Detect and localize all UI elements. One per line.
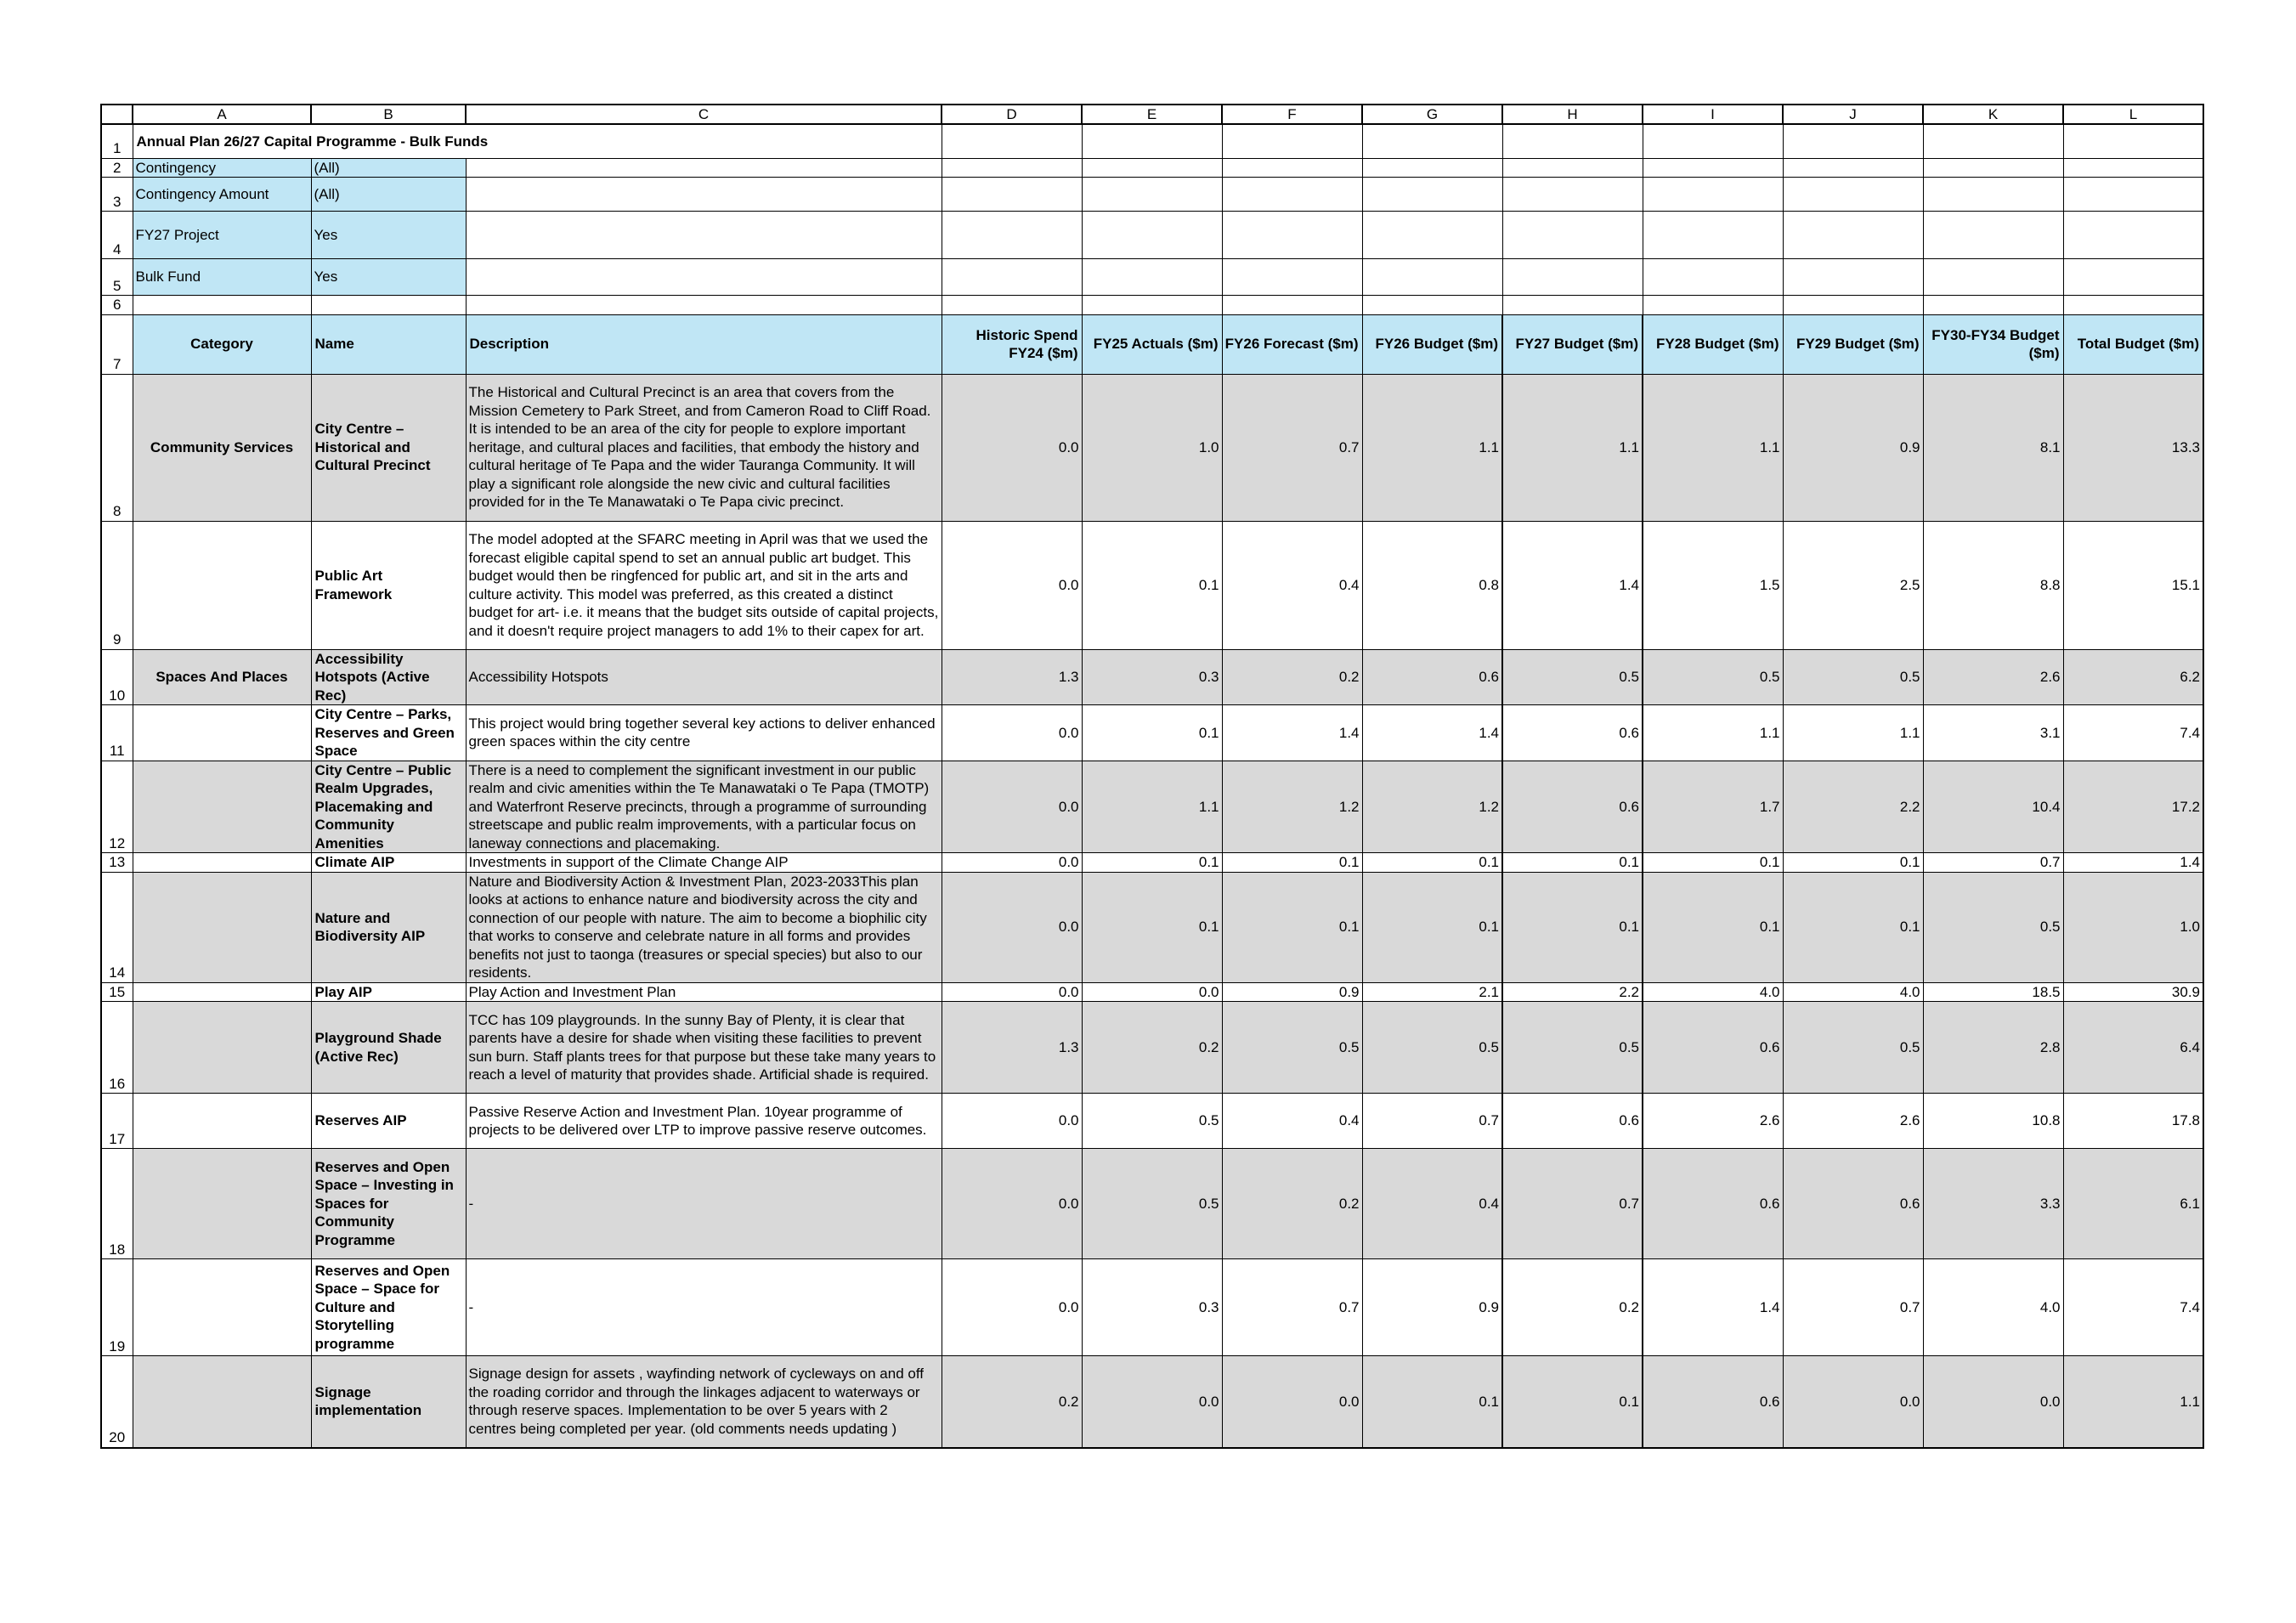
category-cell[interactable] (133, 521, 311, 649)
fy30-fy34-budget-cell[interactable]: 2.8 (1923, 1002, 2063, 1094)
name-cell[interactable]: Play AIP (311, 982, 466, 1002)
header-fy27-budget: FY27 Budget ($m) (1502, 314, 1643, 374)
fy27-budget-cell[interactable]: 2.2 (1502, 982, 1643, 1002)
fy28-budget-cell[interactable]: 0.1 (1643, 853, 1783, 873)
row-number[interactable]: 6 (101, 296, 133, 315)
historic-spend-cell[interactable]: 0.0 (942, 521, 1082, 649)
fy26-budget-cell[interactable]: 1.1 (1362, 374, 1502, 521)
total-budget-cell[interactable]: 6.2 (2063, 649, 2203, 705)
empty-cell[interactable] (1362, 212, 1502, 259)
historic-spend-cell[interactable]: 0.0 (942, 1259, 1082, 1356)
empty-cell[interactable] (1643, 178, 1783, 212)
filter-row (101, 178, 2203, 212)
historic-spend-cell[interactable]: 0.0 (942, 705, 1082, 761)
header-fy26-budget: FY26 Budget ($m) (1362, 314, 1502, 374)
historic-spend-cell[interactable]: 0.0 (942, 872, 1082, 982)
category-cell[interactable] (133, 761, 311, 853)
fy27-budget-cell[interactable]: 0.5 (1502, 1002, 1643, 1094)
historic-spend-cell[interactable]: 0.0 (942, 982, 1082, 1002)
fy25-actuals-cell[interactable]: 0.5 (1082, 1094, 1222, 1149)
name-cell[interactable]: Nature and Biodiversity AIP (311, 872, 466, 982)
description-cell[interactable]: Investments in support of the Climate Change AIP (466, 853, 942, 873)
historic-spend-cell[interactable]: 0.2 (942, 1356, 1082, 1448)
header-fy26-forecast: FY26 Forecast ($m) (1222, 314, 1362, 374)
fy27-budget-cell[interactable]: 1.1 (1502, 374, 1643, 521)
empty-cell[interactable] (2063, 259, 2203, 296)
table-row (101, 705, 2203, 761)
row-number[interactable]: 10 (101, 649, 133, 705)
description-cell[interactable]: Play Action and Investment Plan (466, 982, 942, 1002)
fy29-budget-cell[interactable]: 0.1 (1783, 853, 1923, 873)
name-cell[interactable]: City Centre – Historical and Cultural Precinct (311, 374, 466, 521)
table-row (101, 1356, 2203, 1448)
fy27-budget-cell[interactable]: 0.5 (1502, 649, 1643, 705)
name-cell[interactable]: City Centre – Public Realm Upgrades, Placemaking and Community Amenities (311, 761, 466, 853)
empty-cell[interactable] (1082, 178, 1222, 212)
empty-cell[interactable] (1362, 296, 1502, 315)
fy30-fy34-budget-cell[interactable]: 0.7 (1923, 853, 2063, 873)
filter-row (101, 212, 2203, 259)
empty-cell[interactable] (133, 296, 311, 315)
total-budget-cell[interactable]: 17.8 (2063, 1094, 2203, 1149)
historic-spend-cell[interactable]: 0.0 (942, 1094, 1082, 1149)
fy29-budget-cell[interactable]: 2.6 (1783, 1094, 1923, 1149)
filter-label: FY27 Project (133, 212, 311, 259)
total-budget-cell[interactable]: 13.3 (2063, 374, 2203, 521)
row-number[interactable]: 13 (101, 853, 133, 873)
name-cell[interactable]: Reserves and Open Space – Space for Culture and Storytelling programme (311, 1259, 466, 1356)
empty-cell[interactable] (1502, 259, 1643, 296)
row-number[interactable]: 8 (101, 374, 133, 521)
empty-cell[interactable] (942, 178, 1082, 212)
empty-cell[interactable] (1222, 259, 1362, 296)
table-row (101, 1002, 2203, 1094)
fy26-forecast-cell[interactable]: 0.1 (1222, 872, 1362, 982)
fy26-budget-cell[interactable]: 1.2 (1362, 761, 1502, 853)
row-number[interactable]: 12 (101, 761, 133, 853)
empty-cell[interactable] (1222, 296, 1362, 315)
empty-cell[interactable] (466, 158, 942, 178)
fy29-budget-cell[interactable]: 4.0 (1783, 982, 1923, 1002)
empty-cell[interactable] (942, 259, 1082, 296)
fy28-budget-cell[interactable]: 4.0 (1643, 982, 1783, 1002)
fy26-forecast-cell[interactable]: 0.9 (1222, 982, 1362, 1002)
fy30-fy34-budget-cell[interactable]: 10.8 (1923, 1094, 2063, 1149)
fy30-fy34-budget-cell[interactable]: 3.3 (1923, 1149, 2063, 1259)
fy26-budget-cell[interactable]: 2.1 (1362, 982, 1502, 1002)
filter-value[interactable]: Yes (311, 259, 466, 296)
fy27-budget-cell[interactable]: 0.6 (1502, 1094, 1643, 1149)
column-header-row (101, 105, 2203, 124)
empty-cell[interactable] (1783, 158, 1923, 178)
fy25-actuals-cell[interactable]: 0.1 (1082, 521, 1222, 649)
name-cell[interactable]: Signage implementation (311, 1356, 466, 1448)
empty-cell[interactable] (1643, 296, 1783, 315)
empty-cell[interactable] (942, 158, 1082, 178)
fy25-actuals-cell[interactable]: 0.5 (1082, 1149, 1222, 1259)
header-historic-spend: Historic Spend FY24 ($m) (942, 314, 1082, 374)
description-cell[interactable]: - (466, 1149, 942, 1259)
empty-cell[interactable] (942, 296, 1082, 315)
fy26-budget-cell[interactable]: 0.1 (1362, 872, 1502, 982)
fy27-budget-cell[interactable]: 0.7 (1502, 1149, 1643, 1259)
fy26-forecast-cell[interactable]: 1.2 (1222, 761, 1362, 853)
total-budget-cell[interactable]: 1.4 (2063, 853, 2203, 873)
empty-cell[interactable] (942, 212, 1082, 259)
fy28-budget-cell[interactable]: 1.7 (1643, 761, 1783, 853)
description-cell[interactable]: TCC has 109 playgrounds. In the sunny Bay of Plenty, it is clear that parents have a desire for shade when visiting these facilities to prevent sun burn. Staff plants trees for that purpose but these take many years to reach a level of maturity that provides shade. Artificial shade is required. (466, 1002, 942, 1094)
description-cell[interactable]: The Historical and Cultural Precinct is an area that covers from the Mission Cemetery to Park Street, and from Cameron Road to Cliff Road. It is intended to be an area of the city for people to explore important heritage, and cultural places and facilities, that embody the history and cultural heritage of Te Papa and the wider Tauranga Community. It will play a significant role alongside the new civic and cultural facilities provided for in the Te Manawataki o Te Papa civic precinct. (466, 374, 942, 521)
empty-cell[interactable] (466, 259, 942, 296)
fy28-budget-cell[interactable]: 1.4 (1643, 1259, 1783, 1356)
category-cell[interactable] (133, 982, 311, 1002)
empty-cell[interactable] (311, 296, 466, 315)
fy29-budget-cell[interactable]: 0.6 (1783, 1149, 1923, 1259)
column-header-k[interactable]: K (1923, 105, 2063, 124)
empty-cell[interactable] (1783, 178, 1923, 212)
empty-cell[interactable] (1923, 158, 2063, 178)
empty-cell[interactable] (1082, 296, 1222, 315)
description-cell[interactable]: Accessibility Hotspots (466, 649, 942, 705)
table-row (101, 982, 2203, 1002)
fy27-budget-cell[interactable]: 0.6 (1502, 705, 1643, 761)
fy25-actuals-cell[interactable]: 0.1 (1082, 872, 1222, 982)
table-row (101, 1149, 2203, 1259)
fy29-budget-cell[interactable]: 2.2 (1783, 761, 1923, 853)
fy28-budget-cell[interactable]: 0.6 (1643, 1356, 1783, 1448)
row-number[interactable]: 3 (101, 178, 133, 212)
filter-label: Bulk Fund (133, 259, 311, 296)
name-cell[interactable]: Reserves AIP (311, 1094, 466, 1149)
total-budget-cell[interactable]: 1.1 (2063, 1356, 2203, 1448)
fy27-budget-cell[interactable]: 0.1 (1502, 853, 1643, 873)
fy30-fy34-budget-cell[interactable]: 3.1 (1923, 705, 2063, 761)
name-cell[interactable]: Public Art Framework (311, 521, 466, 649)
category-cell[interactable] (133, 1356, 311, 1448)
historic-spend-cell[interactable]: 0.0 (942, 1149, 1082, 1259)
total-budget-cell[interactable]: 17.2 (2063, 761, 2203, 853)
name-cell[interactable]: Playground Shade (Active Rec) (311, 1002, 466, 1094)
description-cell[interactable]: - (466, 1259, 942, 1356)
fy27-budget-cell[interactable]: 0.1 (1502, 1356, 1643, 1448)
total-budget-cell[interactable]: 7.4 (2063, 705, 2203, 761)
fy26-forecast-cell[interactable]: 0.7 (1222, 1259, 1362, 1356)
row-number[interactable]: 7 (101, 314, 133, 374)
filter-label: Contingency (133, 158, 311, 178)
name-cell[interactable]: Climate AIP (311, 853, 466, 873)
fy29-budget-cell[interactable]: 0.5 (1783, 649, 1923, 705)
empty-cell[interactable] (1222, 212, 1362, 259)
header-name: Name (311, 314, 466, 374)
row-number[interactable]: 2 (101, 158, 133, 178)
empty-cell[interactable] (1082, 259, 1222, 296)
fy29-budget-cell[interactable]: 1.1 (1783, 705, 1923, 761)
fy26-budget-cell[interactable]: 0.7 (1362, 1094, 1502, 1149)
empty-cell[interactable] (1783, 212, 1923, 259)
description-cell[interactable]: There is a need to complement the significant investment in our public realm and civic amenities within the Te Manawataki o Te Papa (TMOTP) and Waterfront Reserve precincts, through a programme of surrounding streetscape and public realm improvements, with a particular focus on laneway connections and placemaking. (466, 761, 942, 853)
empty-cell[interactable] (1362, 158, 1502, 178)
column-header-d[interactable]: D (942, 105, 1082, 124)
fy26-budget-cell[interactable]: 0.9 (1362, 1259, 1502, 1356)
empty-cell[interactable] (1502, 158, 1643, 178)
filter-label: Contingency Amount (133, 178, 311, 212)
filter-row (101, 158, 2203, 178)
empty-cell[interactable] (1923, 259, 2063, 296)
name-cell[interactable]: Accessibility Hotspots (Active Rec) (311, 649, 466, 705)
fy26-forecast-cell[interactable]: 0.0 (1222, 1356, 1362, 1448)
fy26-budget-cell[interactable]: 0.8 (1362, 521, 1502, 649)
category-cell[interactable] (133, 1259, 311, 1356)
historic-spend-cell[interactable]: 0.0 (942, 761, 1082, 853)
spreadsheet-grid (100, 104, 2204, 1449)
fy25-actuals-cell[interactable]: 0.0 (1082, 1356, 1222, 1448)
fy26-forecast-cell[interactable]: 0.4 (1222, 1094, 1362, 1149)
header-fy25-actuals: FY25 Actuals ($m) (1082, 314, 1222, 374)
empty-cell[interactable] (1783, 296, 1923, 315)
empty-cell[interactable] (466, 296, 942, 315)
fy26-forecast-cell[interactable]: 0.1 (1222, 853, 1362, 873)
fy25-actuals-cell[interactable]: 0.1 (1082, 853, 1222, 873)
row-number[interactable]: 14 (101, 872, 133, 982)
fy30-fy34-budget-cell[interactable]: 4.0 (1923, 1259, 2063, 1356)
fy28-budget-cell[interactable]: 1.1 (1643, 705, 1783, 761)
column-header-j[interactable]: J (1783, 105, 1923, 124)
fy30-fy34-budget-cell[interactable]: 18.5 (1923, 982, 2063, 1002)
filter-value[interactable]: Yes (311, 212, 466, 259)
row-number[interactable]: 9 (101, 521, 133, 649)
empty-cell[interactable] (2063, 158, 2203, 178)
filter-value[interactable]: (All) (311, 178, 466, 212)
category-cell[interactable] (133, 1094, 311, 1149)
sheet-title: Annual Plan 26/27 Capital Programme - Bulk Funds (133, 124, 942, 158)
row-number[interactable]: 18 (101, 1149, 133, 1259)
row-number[interactable]: 15 (101, 982, 133, 1002)
name-cell[interactable]: Reserves and Open Space – Investing in Spaces for Community Programme (311, 1149, 466, 1259)
fy30-fy34-budget-cell[interactable]: 2.6 (1923, 649, 2063, 705)
fy30-fy34-budget-cell[interactable]: 0.0 (1923, 1356, 2063, 1448)
empty-cell[interactable] (1643, 259, 1783, 296)
column-header-c[interactable]: C (466, 105, 942, 124)
total-budget-cell[interactable]: 6.1 (2063, 1149, 2203, 1259)
fy30-fy34-budget-cell[interactable]: 10.4 (1923, 761, 2063, 853)
empty-cell[interactable] (1362, 259, 1502, 296)
category-cell[interactable] (133, 872, 311, 982)
fy28-budget-cell[interactable]: 2.6 (1643, 1094, 1783, 1149)
header-fy29-budget: FY29 Budget ($m) (1783, 314, 1923, 374)
fy28-budget-cell[interactable]: 0.6 (1643, 1149, 1783, 1259)
fy26-forecast-cell[interactable]: 0.7 (1222, 374, 1362, 521)
description-cell[interactable]: Signage design for assets , wayfinding network of cycleways on and off the roading corridor and through the linkages adjacent to waterways or through reserve spaces. Implementation to be over 5 years with 2 centres being completed per year. (old comments needs updating ) (466, 1356, 942, 1448)
historic-spend-cell[interactable]: 0.0 (942, 853, 1082, 873)
fy28-budget-cell[interactable]: 0.1 (1643, 872, 1783, 982)
fy28-budget-cell[interactable]: 1.1 (1643, 374, 1783, 521)
description-cell[interactable]: Passive Reserve Action and Investment Plan. 10year programme of projects to be delivered over LTP to improve passive reserve outcomes. (466, 1094, 942, 1149)
fy26-forecast-cell[interactable]: 0.2 (1222, 1149, 1362, 1259)
column-header-a[interactable]: A (133, 105, 311, 124)
empty-cell[interactable] (466, 212, 942, 259)
total-budget-cell[interactable]: 30.9 (2063, 982, 2203, 1002)
fy25-actuals-cell[interactable]: 0.3 (1082, 649, 1222, 705)
fy27-budget-cell[interactable]: 0.2 (1502, 1259, 1643, 1356)
header-total-budget: Total Budget ($m) (2063, 314, 2203, 374)
fy26-budget-cell[interactable]: 0.5 (1362, 1002, 1502, 1094)
fy30-fy34-budget-cell[interactable]: 8.1 (1923, 374, 2063, 521)
empty-cell[interactable] (1362, 178, 1502, 212)
empty-cell[interactable] (1222, 178, 1362, 212)
empty-cell[interactable] (1643, 158, 1783, 178)
fy26-forecast-cell[interactable]: 0.4 (1222, 521, 1362, 649)
empty-cell[interactable] (1502, 212, 1643, 259)
fy29-budget-cell[interactable]: 0.7 (1783, 1259, 1923, 1356)
column-header-e[interactable]: E (1082, 105, 1222, 124)
fy29-budget-cell[interactable]: 0.0 (1783, 1356, 1923, 1448)
historic-spend-cell[interactable]: 1.3 (942, 649, 1082, 705)
table-row (101, 872, 2203, 982)
table-header-row (101, 314, 2203, 374)
empty-cell[interactable] (1082, 158, 1222, 178)
filter-value[interactable]: (All) (311, 158, 466, 178)
empty-cell[interactable] (1502, 178, 1643, 212)
category-cell[interactable] (133, 853, 311, 873)
column-header-i[interactable]: I (1643, 105, 1783, 124)
fy25-actuals-cell[interactable]: 0.0 (1082, 982, 1222, 1002)
fy29-budget-cell[interactable]: 0.5 (1783, 1002, 1923, 1094)
historic-spend-cell[interactable]: 0.0 (942, 374, 1082, 521)
corner-cell[interactable] (101, 105, 133, 124)
description-cell[interactable]: This project would bring together several key actions to deliver enhanced green spaces within the city centre (466, 705, 942, 761)
table-row (101, 374, 2203, 521)
column-header-f[interactable]: F (1222, 105, 1362, 124)
name-cell[interactable]: City Centre – Parks, Reserves and Green Space (311, 705, 466, 761)
fy28-budget-cell[interactable]: 0.6 (1643, 1002, 1783, 1094)
category-cell[interactable] (133, 1149, 311, 1259)
fy28-budget-cell[interactable]: 0.5 (1643, 649, 1783, 705)
empty-cell[interactable] (466, 178, 942, 212)
column-header-g[interactable]: G (1362, 105, 1502, 124)
fy26-budget-cell[interactable]: 0.1 (1362, 853, 1502, 873)
fy25-actuals-cell[interactable]: 0.3 (1082, 1259, 1222, 1356)
fy26-forecast-cell[interactable]: 0.2 (1222, 649, 1362, 705)
empty-cell[interactable] (1643, 212, 1783, 259)
empty-cell[interactable] (2063, 212, 2203, 259)
fy30-fy34-budget-cell[interactable]: 8.8 (1923, 521, 2063, 649)
filter-row (101, 259, 2203, 296)
description-cell[interactable]: The model adopted at the SFARC meeting in April was that we used the forecast eligible capital spend to set an annual public art budget. This budget would then be ringfenced for public art, and sit in the arts and culture activity. This model was preferred, as this created a distinct budget for art- i.e. it means that the budget sits outside of capital projects, and it doesn't require project managers to add 1% to their capex for art. (466, 521, 942, 649)
empty-cell[interactable] (1082, 212, 1222, 259)
row-number[interactable]: 19 (101, 1259, 133, 1356)
fy26-budget-cell[interactable]: 0.4 (1362, 1149, 1502, 1259)
fy29-budget-cell[interactable]: 0.1 (1783, 872, 1923, 982)
table-row (101, 1259, 2203, 1356)
row-number[interactable]: 5 (101, 259, 133, 296)
column-header-b[interactable]: B (311, 105, 466, 124)
table-row (101, 1094, 2203, 1149)
fy25-actuals-cell[interactable]: 1.0 (1082, 374, 1222, 521)
header-fy28-budget: FY28 Budget ($m) (1643, 314, 1783, 374)
fy28-budget-cell[interactable]: 1.5 (1643, 521, 1783, 649)
column-header-h[interactable]: H (1502, 105, 1643, 124)
fy25-actuals-cell[interactable]: 0.2 (1082, 1002, 1222, 1094)
fy25-actuals-cell[interactable]: 0.1 (1082, 705, 1222, 761)
row-number[interactable]: 1 (101, 124, 133, 158)
category-cell[interactable] (133, 1002, 311, 1094)
row-number[interactable]: 11 (101, 705, 133, 761)
category-cell[interactable]: Community Services (133, 374, 311, 521)
historic-spend-cell[interactable]: 1.3 (942, 1002, 1082, 1094)
row-number[interactable]: 16 (101, 1002, 133, 1094)
total-budget-cell[interactable]: 15.1 (2063, 521, 2203, 649)
empty-cell[interactable] (2063, 296, 2203, 315)
fy26-forecast-cell[interactable]: 1.4 (1222, 705, 1362, 761)
fy26-budget-cell[interactable]: 0.6 (1362, 649, 1502, 705)
table-row (101, 853, 2203, 873)
fy29-budget-cell[interactable]: 2.5 (1783, 521, 1923, 649)
row-number[interactable]: 20 (101, 1356, 133, 1448)
empty-cell[interactable] (1923, 178, 2063, 212)
table-row (101, 761, 2203, 853)
total-budget-cell[interactable]: 7.4 (2063, 1259, 2203, 1356)
category-cell[interactable] (133, 705, 311, 761)
fy27-budget-cell[interactable]: 0.1 (1502, 872, 1643, 982)
blank-row (101, 296, 2203, 315)
description-cell[interactable]: Nature and Biodiversity Action & Investment Plan, 2023-2033This plan looks at actions to enhance nature and biodiversity across the city and connection of our people with nature. The aim to become a biophilic city that works to conserve and celebrate nature in all forms and provides benefits not just to taonga (treasures or special species) but also to our residents. (466, 872, 942, 982)
empty-cell[interactable] (1222, 158, 1362, 178)
table-row (101, 649, 2203, 705)
empty-cell[interactable] (1502, 296, 1643, 315)
empty-cell[interactable] (2063, 178, 2203, 212)
row-number[interactable]: 17 (101, 1094, 133, 1149)
fy25-actuals-cell[interactable]: 1.1 (1082, 761, 1222, 853)
header-category: Category (133, 314, 311, 374)
empty-cell[interactable] (1923, 296, 2063, 315)
total-budget-cell[interactable]: 1.0 (2063, 872, 2203, 982)
fy27-budget-cell[interactable]: 0.6 (1502, 761, 1643, 853)
empty-cell[interactable] (1783, 259, 1923, 296)
fy27-budget-cell[interactable]: 1.4 (1502, 521, 1643, 649)
fy30-fy34-budget-cell[interactable]: 0.5 (1923, 872, 2063, 982)
total-budget-cell[interactable]: 6.4 (2063, 1002, 2203, 1094)
empty-cell[interactable] (1923, 212, 2063, 259)
row-number[interactable]: 4 (101, 212, 133, 259)
fy26-budget-cell[interactable]: 1.4 (1362, 705, 1502, 761)
fy26-budget-cell[interactable]: 0.1 (1362, 1356, 1502, 1448)
fy26-forecast-cell[interactable]: 0.5 (1222, 1002, 1362, 1094)
fy29-budget-cell[interactable]: 0.9 (1783, 374, 1923, 521)
table-row (101, 521, 2203, 649)
category-cell[interactable]: Spaces And Places (133, 649, 311, 705)
title-row (101, 124, 2203, 158)
column-header-l[interactable]: L (2063, 105, 2203, 124)
header-fy30-fy34-budget: FY30-FY34 Budget ($m) (1923, 314, 2063, 374)
header-description: Description (466, 314, 942, 374)
